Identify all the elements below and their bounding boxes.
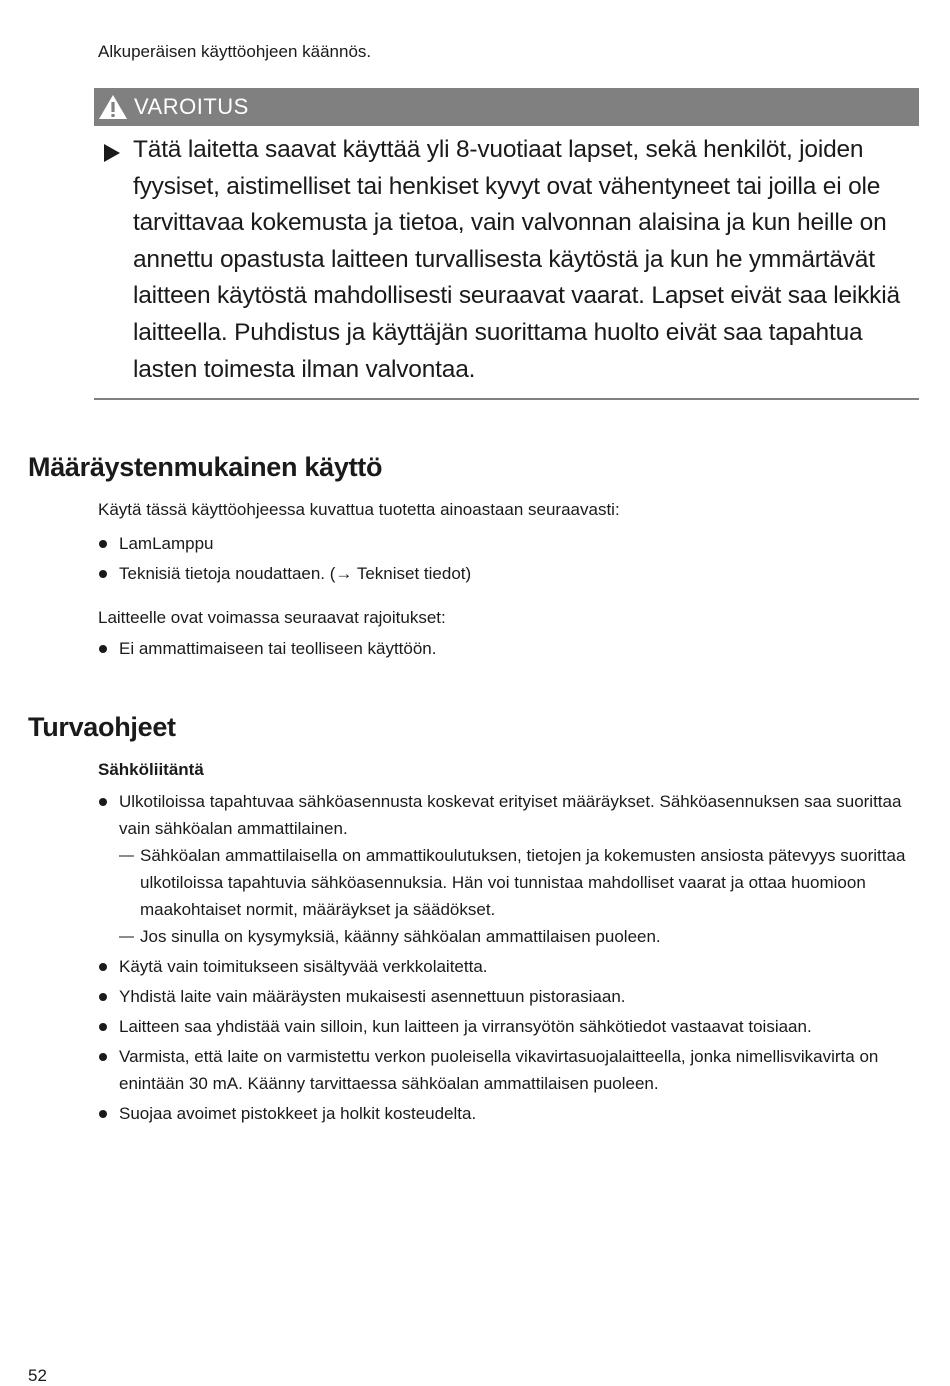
list-item (98, 788, 918, 950)
warning-box (94, 88, 919, 400)
restrictions-intro: Laitteelle ovat voimassa seuraavat rajoitukset: (98, 608, 446, 627)
safety-heading: Turvaohjeet (28, 712, 176, 742)
intended-use-list (98, 527, 918, 587)
list-item: LamLamppu (98, 530, 918, 557)
arrow-right-icon (104, 144, 120, 162)
page-number: 52 (28, 1366, 47, 1385)
list-item: Suojaa avoimet pistokkeet ja holkit kosteudelta. (98, 1100, 918, 1127)
list-item: Käytä vain toimitukseen sisältyvää verkkolaitetta. (98, 953, 918, 980)
sub-list (119, 842, 918, 950)
safety-subheading: Sähköliitäntä (98, 760, 204, 779)
warning-title: VAROITUS (134, 94, 249, 119)
warning-header (94, 88, 919, 126)
list-item: Yhdistä laite vain määräysten mukaisesti asennettuun pistorasiaan. (98, 983, 918, 1010)
warning-body (94, 126, 919, 400)
safety-list (98, 788, 918, 1127)
list-item: Ei ammattimaiseen tai teolliseen käyttöön. (98, 635, 918, 662)
intended-use-intro: Käytä tässä käyttöohjeessa kuvattua tuotetta ainoastaan seuraavasti: (98, 500, 620, 519)
intro-text: Alkuperäisen käyttöohjeen käännös. (98, 42, 372, 61)
warning-text: Tätä laitetta saavat käyttää yli 8-vuotiaat lapset, sekä henkilöt, joiden fyysiset, aistimelliset tai henkiset kyvyt ovat vähentyneet tai joilla ei ole tarvittavaa kokemusta ja tietoa, vain valvonnan alaisina ja kun heille on annettu opastusta laitteen turvallisesta käytöstä ja kun he ymmärtävät laitteen käytöstä mahdollisesti seuraavat vaarat. Lapset eivät saa leikkiä laitteella. Puhdistus ja käyttäjän suorittama huolto eivät saa tapahtua lasten toimesta ilman valvontaa. (133, 136, 900, 383)
list-item: Varmista, että laite on varmistettu verkon puoleisella vikavirtasuojalaitteella, jonka nimellisvikavirta on enintään 30 mA. Käänny tarvittaessa sähköalan ammattilaisen puoleen. (98, 1043, 918, 1097)
list-item: Teknisiä tietoja noudattaen. (→ Tekniset tiedot) (98, 560, 918, 587)
list-item-text: Ulkotiloissa tapahtuvaa sähköasennusta koskevat erityiset määräykset. Sähköasennuksen saa suorittaa vain sähköalan ammattilainen. (119, 792, 902, 838)
list-item: Laitteen saa yhdistää vain silloin, kun laitteen ja virransyötön sähkötiedot vastaavat toisiaan. (98, 1013, 918, 1040)
restrictions-list (98, 635, 918, 662)
sub-list-item: — Sähköalan ammattilaisella on ammattikoulutuksen, tietojen ja kokemusten ansiosta pätevyys suorittaa ulkotiloissa tapahtuvia sähköasennuksia. Hän voi tunnistaa mahdolliset vaarat ja ottaa huomioon maakohtaiset normit, määräykset ja säädökset. (119, 842, 918, 923)
sub-list-item: — Jos sinulla on kysymyksiä, käänny sähköalan ammattilaisen puoleen. (119, 923, 918, 950)
warning-triangle-icon (98, 94, 128, 120)
intended-use-heading: Määräystenmukainen käyttö (28, 452, 383, 482)
